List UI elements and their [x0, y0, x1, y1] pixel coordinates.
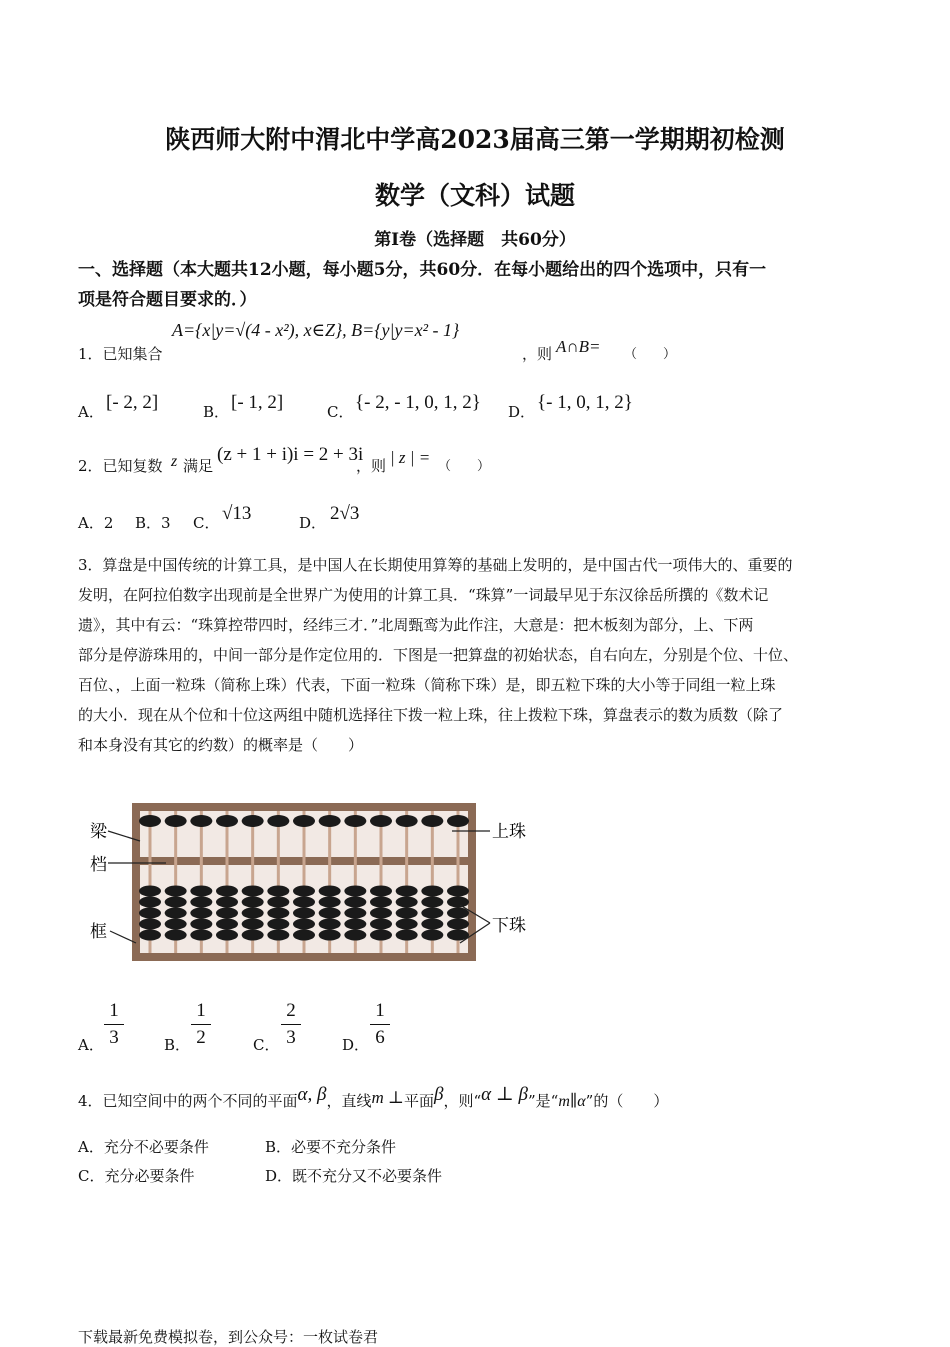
- lower-bead: [344, 919, 366, 930]
- q2-var: z: [171, 453, 178, 470]
- lower-bead: [370, 930, 392, 941]
- lower-bead: [190, 908, 212, 919]
- lower-bead: [190, 886, 212, 897]
- numerator: 1: [196, 1000, 206, 1021]
- lower-bead: [421, 908, 443, 919]
- lower-bead: [396, 919, 418, 930]
- q2-option-b: B．3: [135, 514, 171, 532]
- lower-bead: [396, 897, 418, 908]
- q1-option-c: {- 2, - 1, 0, 1, 2}: [355, 392, 481, 413]
- lower-bead: [293, 930, 315, 941]
- lower-bead: [370, 886, 392, 897]
- q1-option-d-label: D．: [508, 403, 536, 421]
- numerator: 2: [286, 1000, 296, 1021]
- lower-bead: [319, 908, 341, 919]
- q4-conclusion: m∥α: [558, 1093, 586, 1110]
- q3-stem: [78, 550, 878, 760]
- lower-bead: [216, 886, 238, 897]
- lower-bead: [139, 908, 161, 919]
- volume-title: 第Ⅰ卷（选择题 共60分）: [374, 230, 576, 250]
- q2-ask: | z | =: [390, 448, 431, 467]
- q1-suffix: ，则: [522, 345, 553, 363]
- q2-prefix: 2．已知复数: [78, 457, 163, 475]
- denominator: 3: [286, 1027, 296, 1048]
- lower-bead: [447, 919, 469, 930]
- lower-bead: [216, 908, 238, 919]
- q3-line: 3．算盘是中国传统的计算工具，是中国人在长期使用算筹的基础上发明的，是中国古代一项伟大的、重要的: [78, 556, 793, 574]
- lower-bead: [190, 930, 212, 941]
- lower-bead: [396, 886, 418, 897]
- section-heading-line1: 一、选择题（本大题共12小题，每小题5分，共60分．在每小题给出的四个选项中，只有一: [78, 260, 767, 280]
- label-lower-bead: 下珠: [492, 916, 526, 936]
- lower-bead: [370, 908, 392, 919]
- lower-bead: [242, 886, 264, 897]
- q3-option-a-label: A．: [78, 1036, 104, 1054]
- abacus-figure: [80, 795, 540, 970]
- lower-bead: [216, 930, 238, 941]
- q4-option-d: D．既不充分又不必要条件: [265, 1167, 443, 1185]
- upper-bead: [190, 815, 212, 827]
- lower-bead: [242, 897, 264, 908]
- q3-line: 发明，在阿拉伯数字出现前是全世界广为使用的计算工具．“珠算”一词最早见于东汉徐岳所撰的《数术记: [78, 586, 769, 604]
- q4-mid3: ，则“: [443, 1092, 482, 1110]
- q4-line: [78, 1084, 669, 1112]
- q3-option-b-fraction: [191, 1000, 211, 1049]
- lower-bead: [242, 919, 264, 930]
- q3-line: 百位、，上面一粒珠（简称上珠）代表，下面一粒珠（简称下珠）是，即五粒下珠的大小等于同组一粒上珠: [78, 676, 776, 694]
- section-heading-line2: 项是符合题目要求的．）: [78, 290, 257, 310]
- upper-bead: [447, 815, 469, 827]
- q4-option-c: C．充分必要条件: [78, 1167, 195, 1185]
- lower-bead: [293, 886, 315, 897]
- lower-bead: [267, 908, 289, 919]
- q1-set-expression: A={x|y=√(4 - x²), x∈Z}, B={y|y=x² - 1}: [172, 320, 460, 340]
- lower-bead: [344, 930, 366, 941]
- q4-mid1: ，直线: [326, 1092, 372, 1110]
- q2-option-c-label: C．: [193, 514, 220, 532]
- upper-bead: [421, 815, 443, 827]
- upper-bead: [293, 815, 315, 827]
- lower-bead: [216, 919, 238, 930]
- numerator: 1: [109, 1000, 119, 1021]
- q3-line: 和本身没有其它的约数）的概率是（ ）: [78, 736, 364, 754]
- lower-bead: [139, 897, 161, 908]
- q4-mid2: 平面: [404, 1092, 435, 1110]
- q1-ask: A∩B=: [556, 337, 601, 356]
- lower-bead: [293, 897, 315, 908]
- lower-bead: [267, 897, 289, 908]
- q2-option-c: √13: [222, 503, 252, 524]
- lower-bead: [319, 886, 341, 897]
- q4-option-a: A．充分不必要条件: [78, 1138, 209, 1156]
- denominator: 3: [109, 1027, 119, 1048]
- lower-bead: [267, 919, 289, 930]
- q1-option-a-label: A．: [78, 403, 104, 421]
- q3-line: 部分是停游珠用的，中间一部分是作定位用的．下图是一把算盘的初始状态，自右向左，分别是个位、十位、: [78, 646, 799, 664]
- upper-bead: [370, 815, 392, 827]
- label-rod: 档: [90, 855, 107, 875]
- q2-paren: （ ）: [438, 459, 491, 474]
- upper-bead: [216, 815, 238, 827]
- numerator: 1: [375, 1000, 385, 1021]
- q3-option-d-fraction: [370, 1000, 390, 1049]
- q4-suffix: ”的（ ）: [585, 1092, 669, 1110]
- lower-bead: [242, 908, 264, 919]
- lower-bead: [216, 897, 238, 908]
- lower-bead: [190, 919, 212, 930]
- q1-paren: （ ）: [624, 347, 677, 362]
- lower-bead: [447, 886, 469, 897]
- lower-bead: [165, 897, 187, 908]
- upper-bead: [242, 815, 264, 827]
- q3-line: 遗》，其中有云：“珠算控带四时，经纬三才．”北周甄鸾为此作注，大意是：把木板刻为部分，上、下两: [78, 616, 754, 634]
- footer-note: 下载最新免费模拟卷，到公众号：一枚试卷君: [78, 1328, 379, 1346]
- q4-option-b: B．必要不充分条件: [265, 1138, 397, 1156]
- lower-bead: [165, 908, 187, 919]
- q3-line: 的大小．现在从个位和十位这两组中随机选择往下拨一粒上珠，往上拨粒下珠，算盘表示的数为质数（除了: [78, 706, 784, 724]
- lower-bead: [139, 919, 161, 930]
- lower-bead: [139, 930, 161, 941]
- exam-title: 陕西师大附中渭北中学高2023届高三第一学期期初检测: [165, 125, 785, 154]
- q2-suffix: ，则: [356, 457, 387, 475]
- lower-bead: [293, 908, 315, 919]
- q1-option-a: [- 2, 2]: [106, 392, 159, 413]
- lower-bead: [242, 930, 264, 941]
- lower-bead: [370, 897, 392, 908]
- lower-bead: [344, 897, 366, 908]
- q3-option-c-label: C．: [253, 1036, 280, 1054]
- lower-bead: [447, 897, 469, 908]
- label-upper-bead: 上珠: [492, 822, 526, 842]
- lower-bead: [421, 897, 443, 908]
- lower-bead: [293, 919, 315, 930]
- q3-option-a-fraction: [104, 1000, 124, 1049]
- upper-bead: [267, 815, 289, 827]
- lower-bead: [344, 886, 366, 897]
- q1-option-c-label: C．: [327, 403, 354, 421]
- q2-option-d: 2√3: [330, 503, 360, 524]
- q1-prefix: 1．已知集合: [78, 345, 163, 363]
- lower-bead: [190, 897, 212, 908]
- q1-option-b: [- 1, 2]: [231, 392, 284, 413]
- lower-bead: [267, 886, 289, 897]
- q4-prefix: 4．已知空间中的两个不同的平面: [78, 1092, 298, 1110]
- lower-bead: [396, 930, 418, 941]
- q1-option-b-label: B．: [203, 403, 230, 421]
- lower-bead: [421, 919, 443, 930]
- upper-bead: [396, 815, 418, 827]
- q3-option-d-label: D．: [342, 1036, 370, 1054]
- q2-mid: 满足: [183, 457, 214, 475]
- q2-option-a: A．2: [78, 514, 114, 532]
- q4-mid4: ”是“: [527, 1092, 559, 1110]
- upper-bead: [139, 815, 161, 827]
- denominator: 6: [375, 1027, 385, 1048]
- q4-perp: m ⊥: [371, 1088, 405, 1107]
- lower-bead: [447, 908, 469, 919]
- q4-planes: α, β: [297, 1084, 327, 1105]
- lower-bead: [344, 908, 366, 919]
- lower-bead: [165, 886, 187, 897]
- q3-option-c-fraction: [281, 1000, 301, 1049]
- lower-bead: [421, 930, 443, 941]
- q2-option-d-label: D．: [299, 514, 327, 532]
- lower-bead: [319, 930, 341, 941]
- lower-bead: [319, 919, 341, 930]
- lower-bead: [396, 908, 418, 919]
- lower-bead: [165, 919, 187, 930]
- exam-subtitle: 数学（文科）试题: [374, 181, 575, 210]
- label-frame: 框: [90, 922, 107, 942]
- upper-bead: [344, 815, 366, 827]
- lower-bead: [370, 919, 392, 930]
- lower-bead: [165, 930, 187, 941]
- label-beam: 梁: [90, 822, 107, 842]
- upper-bead: [319, 815, 341, 827]
- q2-equation: (z + 1 + i)i = 2 + 3i: [217, 444, 364, 465]
- q3-option-b-label: B．: [164, 1036, 191, 1054]
- lower-bead: [139, 886, 161, 897]
- lower-bead: [267, 930, 289, 941]
- lower-bead: [421, 886, 443, 897]
- q1-option-d: {- 1, 0, 1, 2}: [537, 392, 633, 413]
- denominator: 2: [196, 1027, 206, 1048]
- lower-bead: [319, 897, 341, 908]
- q4-condition: α ⊥ β: [481, 1084, 528, 1105]
- upper-bead: [165, 815, 187, 827]
- q4-beta: β: [434, 1084, 444, 1105]
